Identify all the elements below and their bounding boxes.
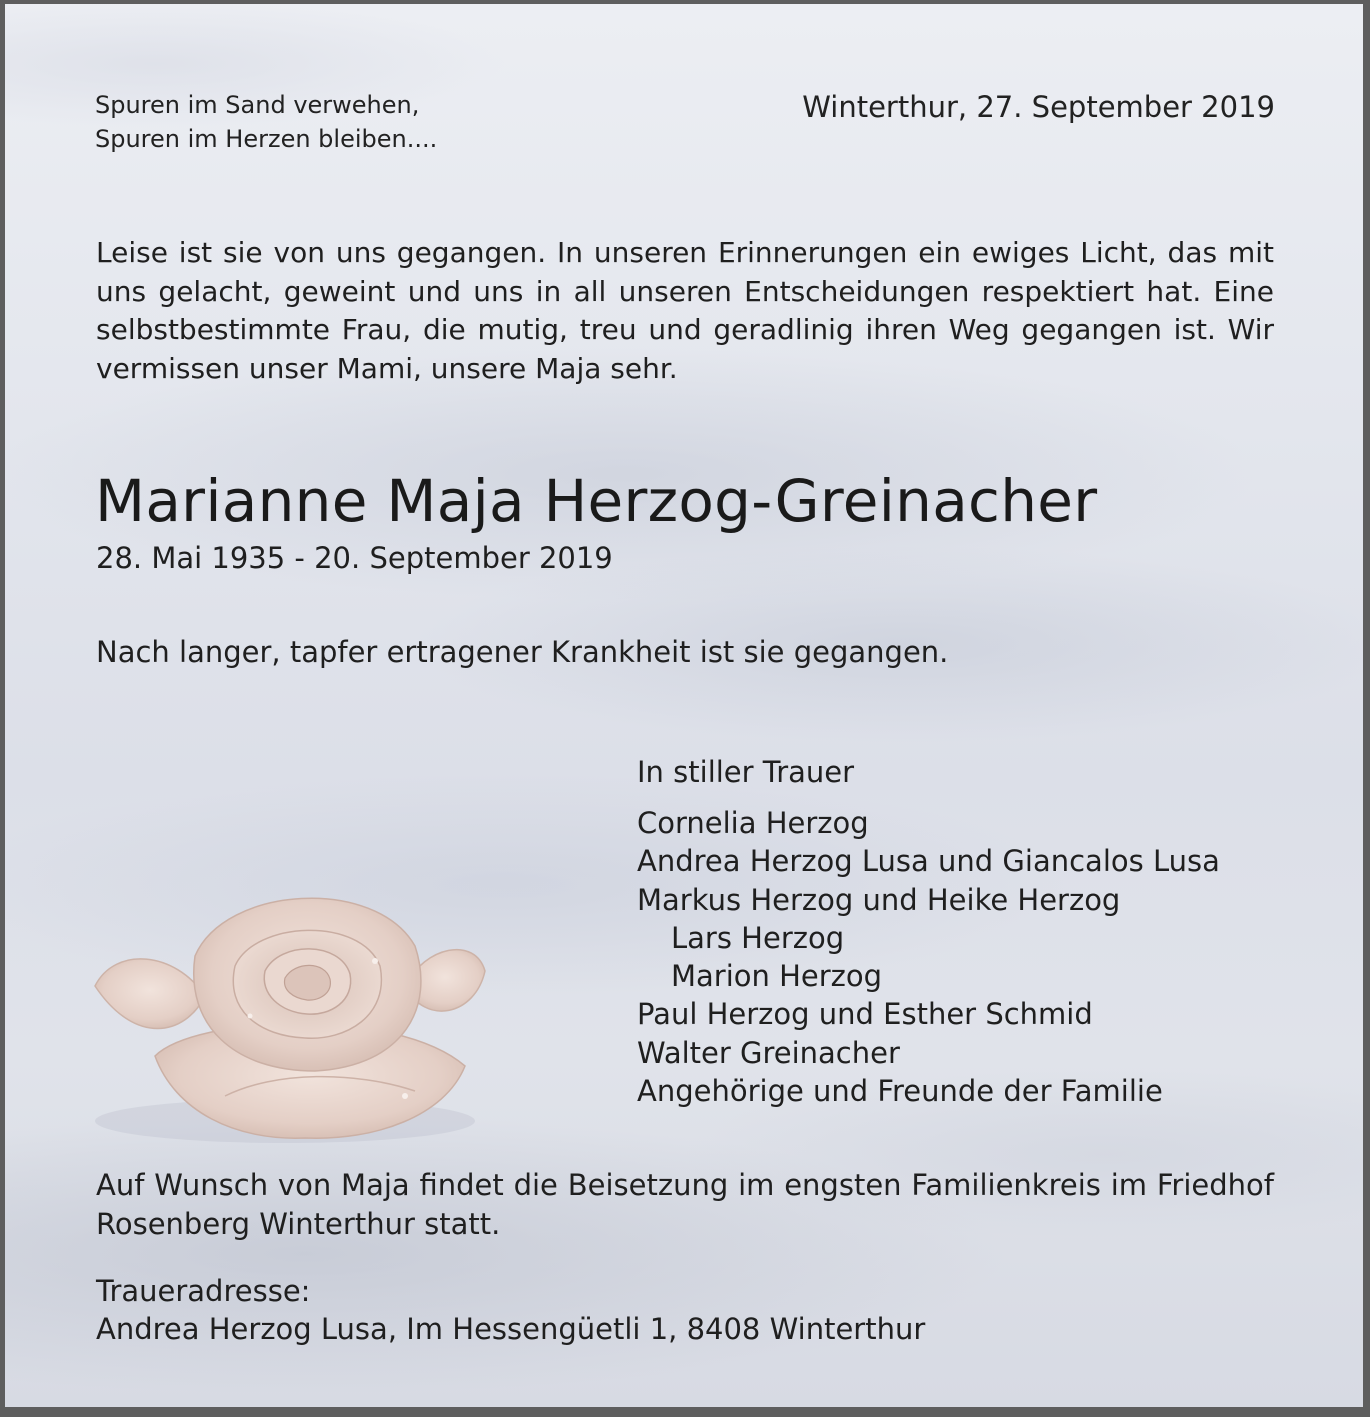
illness-note: Nach langer, tapfer ertragener Krankheit ist sie gegangen. — [96, 635, 949, 669]
mourner-name: Walter Greinacher — [637, 1035, 900, 1070]
obituary-card — [5, 4, 1363, 1407]
mourner-name: Andrea Herzog Lusa und Giancalos Lusa — [637, 844, 1220, 879]
mourner-name: Cornelia Herzog — [637, 806, 869, 840]
rose-image — [75, 866, 505, 1156]
burial-note: Auf Wunsch von Maja findet die Beisetzung im engsten Familienkreis im Friedhof Rosenberg Winterthur statt. — [96, 1168, 1274, 1241]
mourner-name: Markus Herzog und Heike Herzog — [637, 882, 1121, 917]
mourner-name: Angehörige und Freunde der Familie — [637, 1074, 1163, 1109]
address-value: Andrea Herzog Lusa, Im Hessengüetli 1, 8408 Winterthur — [96, 1312, 926, 1346]
mourner-name: Marion Herzog — [671, 959, 883, 994]
mourner-name: Paul Herzog und Esther Schmid — [637, 997, 1093, 1032]
motto — [95, 88, 437, 156]
deceased-name: Marianne Maja Herzog-Greinacher — [95, 467, 1098, 535]
mourning-label: In stiller Trauer — [637, 755, 855, 789]
address-label: Traueradresse: — [96, 1274, 311, 1308]
motto-line-1: Spuren im Sand verwehen, — [95, 91, 420, 119]
life-dates: 28. Mai 1935 - 20. September 2019 — [96, 541, 613, 575]
motto-line-2: Spuren im Herzen bleiben.... — [95, 125, 438, 153]
mourner-name: Lars Herzog — [671, 920, 845, 955]
intro-paragraph: Leise ist sie von uns gegangen. In unseren Erinnerungen ein ewiges Licht, das mit uns gelacht, geweint und uns in all unseren Entscheidungen respektiert hat. Eine selbstbestimmte Frau, die mutig, treu und geradlinig ihren Weg gegangen ist. Wir vermissen unser Mami, unsere Maja sehr. — [96, 236, 1274, 385]
mourners-list — [637, 804, 1220, 1110]
place-date: Winterthur, 27. September 2019 — [802, 90, 1275, 124]
